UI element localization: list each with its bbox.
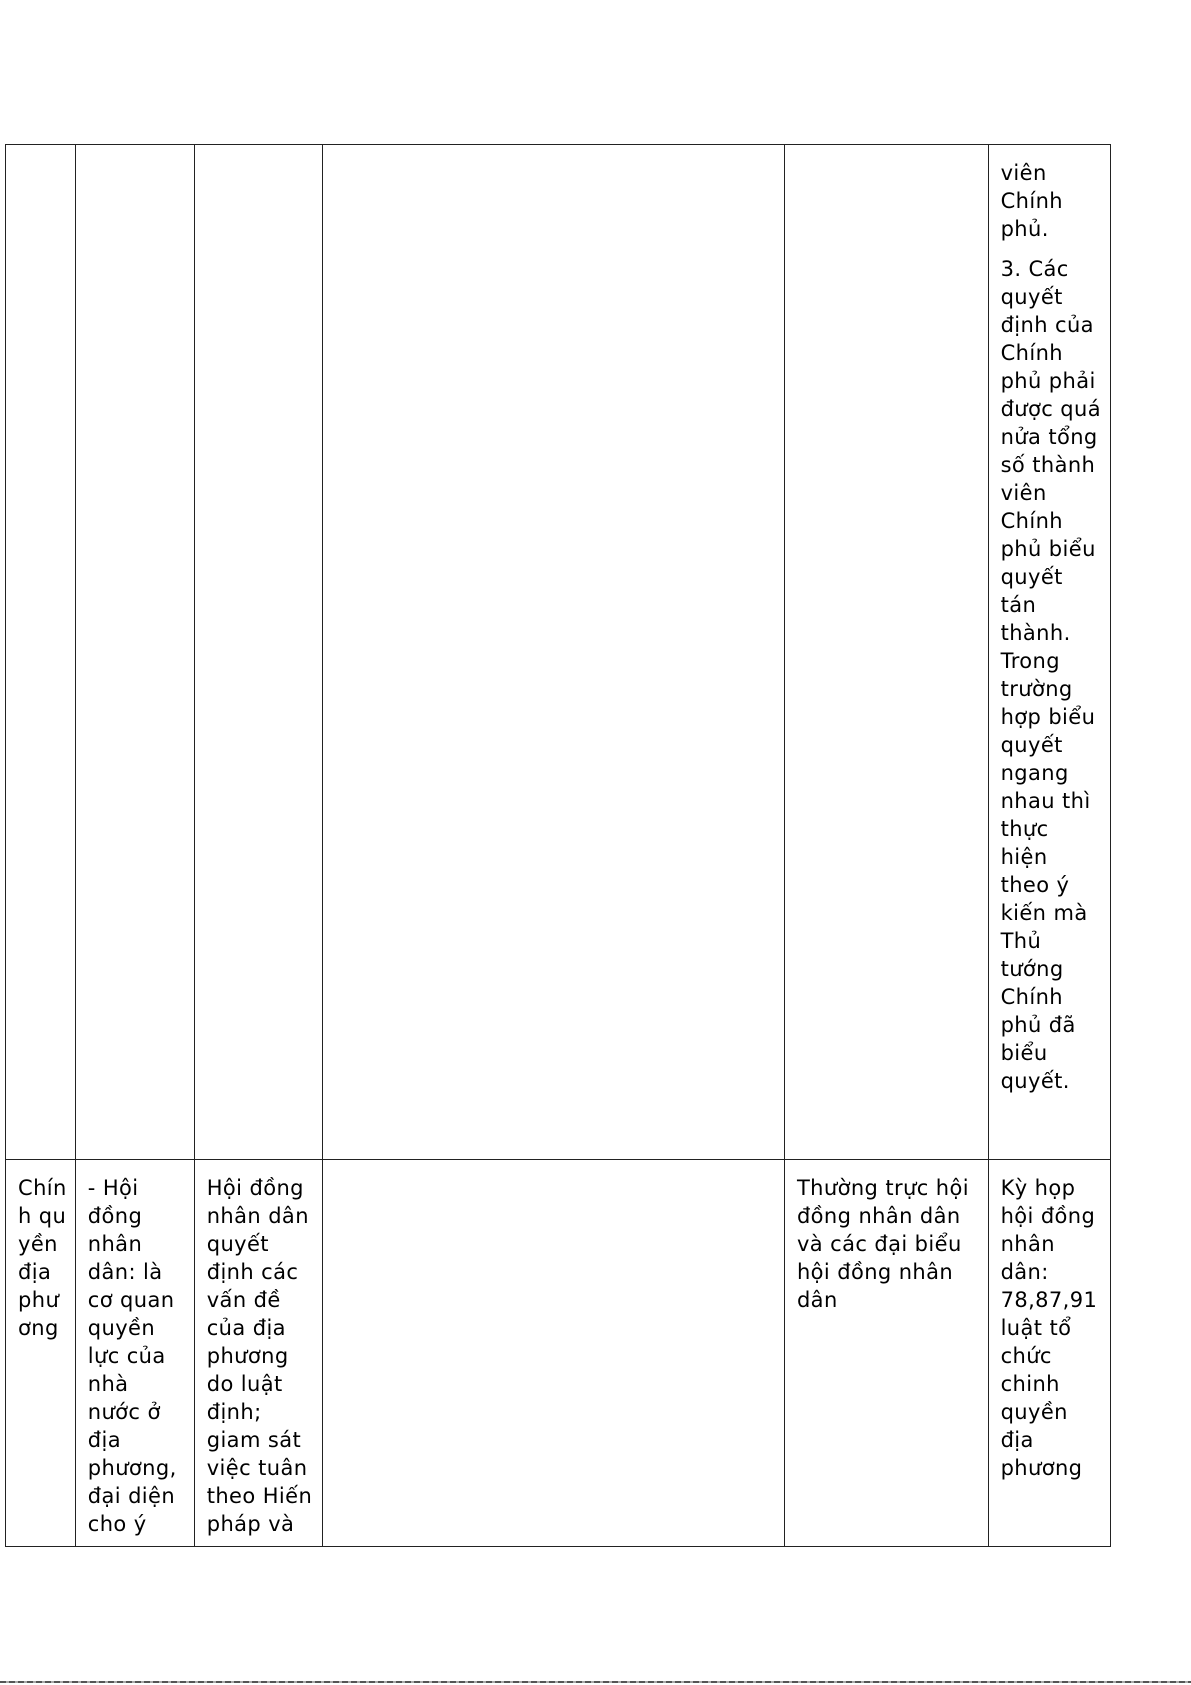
- table-row: [6, 1160, 1111, 1547]
- table-cell: Kỳ họp hội đồng nhân dân: 78,87,91 luật tổ chức chinh quyền địa phương: [988, 1160, 1110, 1547]
- table-cell: Thường trực hội đồng nhân dân và các đại biểu hội đồng nhân dân: [784, 1160, 988, 1547]
- page-bottom-border: [0, 1681, 1191, 1683]
- table-cell: [6, 145, 76, 1160]
- section-label-cell: Chính quyền địa phương: [6, 1160, 76, 1547]
- table-cell: - Hội đồng nhân dân: là cơ quan quyền lực của nhà nước ở địa phương, đại diện cho ý: [75, 1160, 194, 1547]
- table-cell: [784, 145, 988, 1160]
- table-row: [6, 145, 1111, 1160]
- table-cell: [322, 145, 784, 1160]
- table-cell: [322, 1160, 784, 1547]
- table-cell: Hội đồng nhân dân quyết định các vấn đề của địa phương do luật định; giam sát việc tuân theo Hiến pháp và: [194, 1160, 322, 1547]
- comparison-table: [5, 144, 1111, 1547]
- cell-paragraph: 3. Các quyết định của Chính phủ phải được quá nửa tổng số thành viên Chính phủ biểu quyết tán thành. Trong trường hợp biểu quyết ngang nhau thì thực hiện theo ý kiến mà Thủ tướng Chính phủ đã biểu quyết.: [1000, 257, 1101, 1093]
- table-cell: [75, 145, 194, 1160]
- cell-paragraph: viên Chính phủ.: [1000, 161, 1063, 241]
- table-cell: [194, 145, 322, 1160]
- table-cell: [988, 145, 1110, 1160]
